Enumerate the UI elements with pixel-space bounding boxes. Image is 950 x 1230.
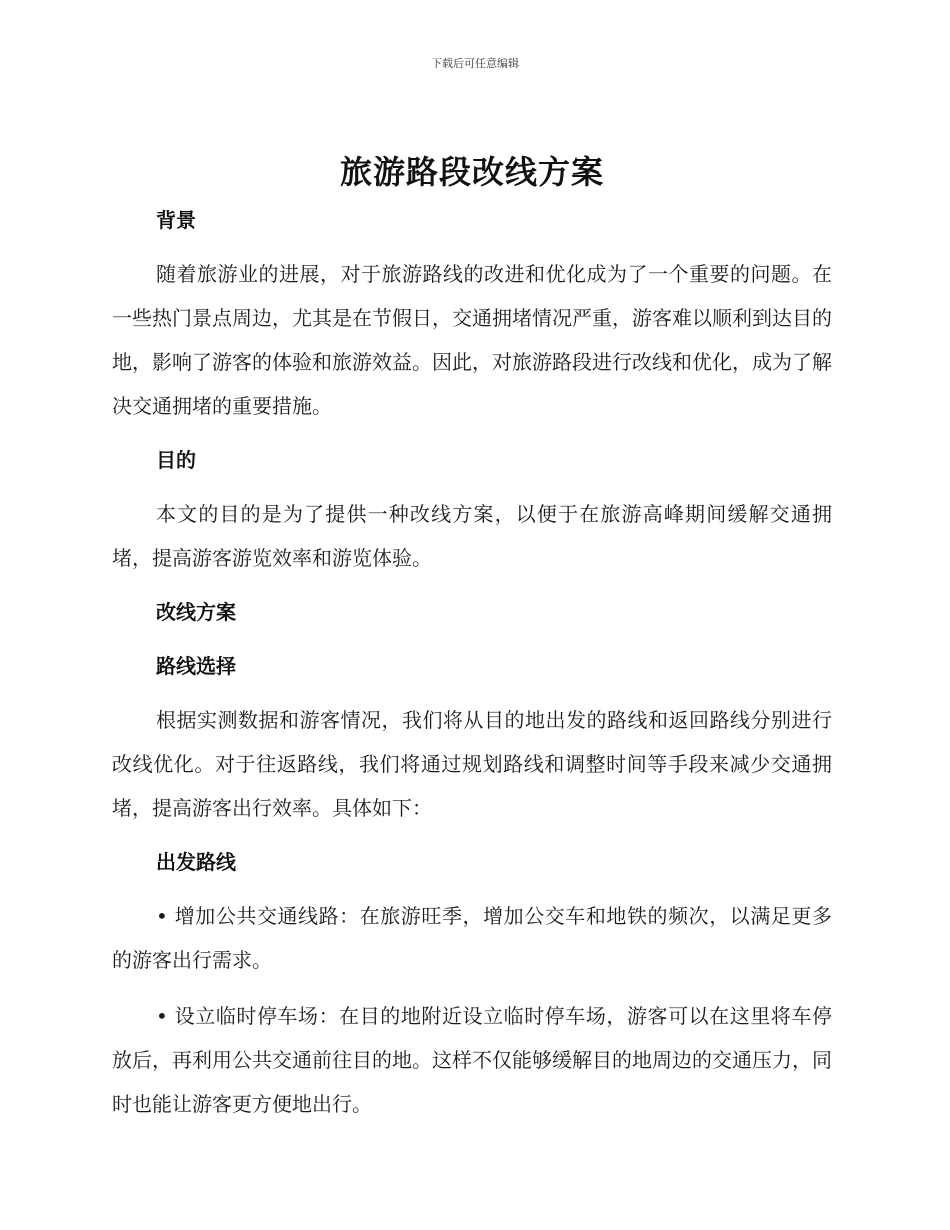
header-note: 下载后可任意编辑	[431, 57, 519, 70]
heading-plan: 改线方案	[156, 600, 236, 624]
heading-purpose: 目的	[156, 448, 196, 472]
paragraph-purpose: 本文的目的是为了提供一种改线方案，以便于在旅游高峰期间缓解交通拥堵，提高游客游览效率和游览体验。	[112, 502, 832, 570]
paragraph-route-selection: 根据实测数据和游客情况，我们将从目的地出发的路线和返回路线分别进行改线优化。对于往返路线，我们将通过规划路线和调整时间等手段来减少交通拥堵，提高游客出行效率。具体如下：	[112, 708, 832, 820]
document-content	[112, 150, 832, 1126]
heading-departure-route: 出发路线	[156, 850, 236, 874]
paragraph-background: 随着旅游业的进展，对于旅游路线的改进和优化成为了一个重要的问题。在一些热门景点周边，尤其是在节假日，交通拥堵情况严重，游客难以顺利到达目的地，影响了游客的体验和旅游效益。因此，对旅游路段进行改线和优化，成为了解决交通拥堵的重要措施。	[112, 262, 832, 418]
heading-route-selection: 路线选择	[156, 654, 236, 678]
heading-background: 背景	[156, 208, 196, 232]
list-item-public-transport: • 增加公共交通线路：在旅游旺季，增加公交车和地铁的频次，以满足更多的游客出行需求。	[112, 904, 832, 972]
list-item-temporary-parking: • 设立临时停车场：在目的地附近设立临时停车场，游客可以在这里将车停放后，再利用公共交通前往目的地。这样不仅能够缓解目的地周边的交通压力，同时也能让游客更方便地出行。	[112, 1004, 832, 1116]
document-title: 旅游路段改线方案	[339, 153, 604, 191]
